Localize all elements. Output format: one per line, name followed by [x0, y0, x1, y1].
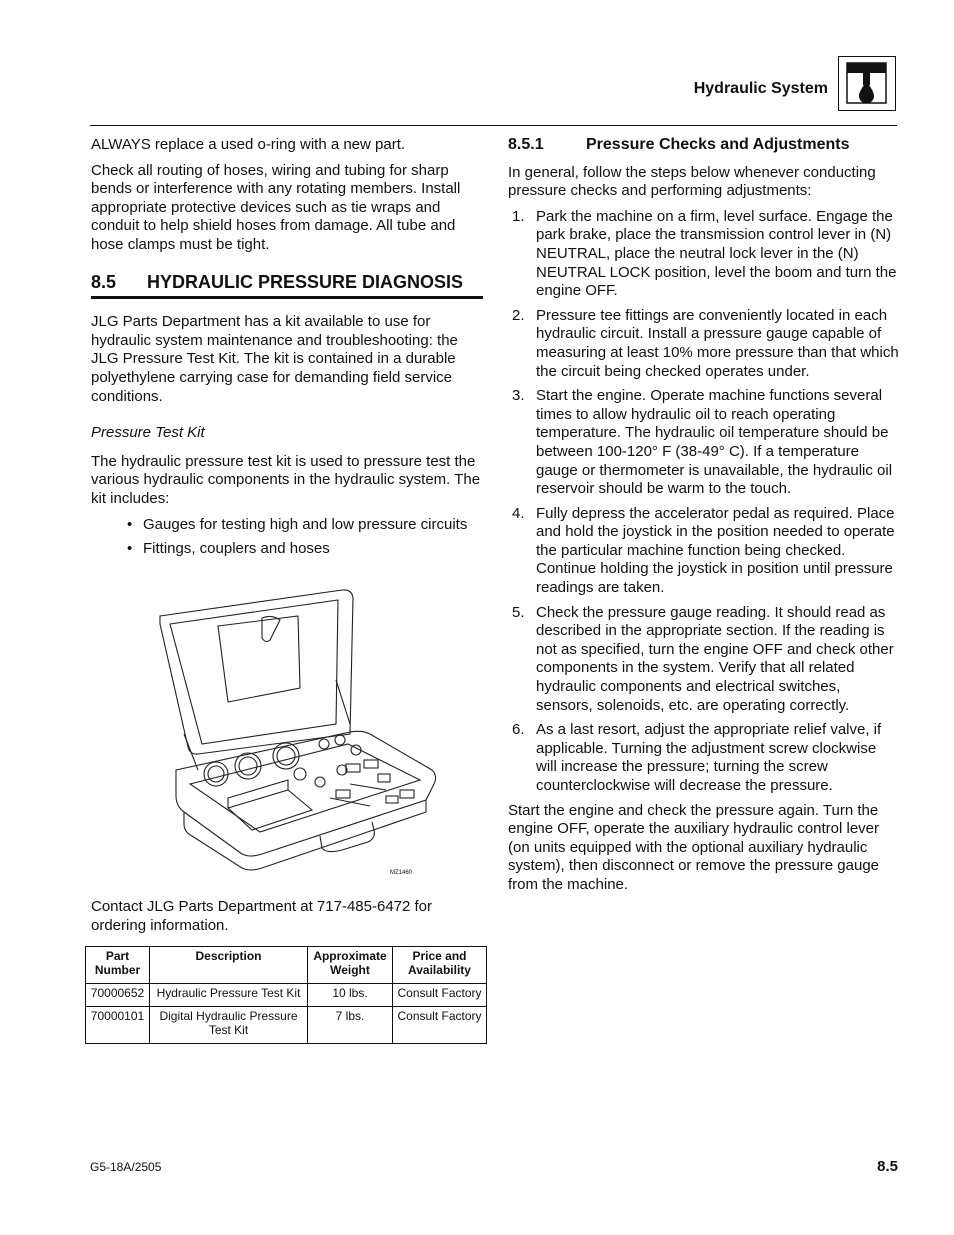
header-section-title: Hydraulic System — [693, 80, 828, 97]
cell-weight: 10 lbs. — [308, 984, 393, 1007]
subsection-number: 8.5.1 — [508, 136, 544, 153]
footer-page-number: 8.5 — [877, 1158, 898, 1175]
subsection-heading — [508, 136, 900, 155]
table-row — [86, 1007, 487, 1044]
figure-id: MZ1460 — [390, 870, 413, 876]
paragraph-closing: Start the engine and check the pressure again. Turn the engine OFF, operate the auxiliary hydraulic control lever (on units equipped with the optional auxiliary hydraulic system), then disconnect or remove the pressure gauge from the machine. — [508, 801, 880, 893]
list-item: 1. Park the machine on a firm, level surface. Engage the park brake, place the transmission control lever in (N) NEUTRAL, place the neutral lock lever in the (N) NEUTRAL LOCK position, level the boom and turn the engine OFF. — [512, 207, 897, 300]
cell-weight: 7 lbs. — [308, 1007, 393, 1044]
kit-heading: Pressure Test Kit — [91, 424, 205, 442]
list-item: 2. Pressure tee fittings are conveniently located in each hydraulic circuit. Install a pressure gauge capable of measuring at least 10% more pressure than that which the circuit being checked operates under. — [512, 306, 899, 380]
list-item: 4. Fully depress the accelerator pedal as required. Place and hold the joystick in the position needed to operate the particular machine function being checked. Continue holding the joystick in position until pressure readings are taken. — [512, 504, 895, 597]
kit-contents-list — [91, 516, 483, 559]
right-column — [508, 136, 900, 902]
section-title: HYDRAULIC PRESSURE DIAGNOSIS — [147, 271, 464, 292]
cell-description: Digital Hydraulic Pressure Test Kit — [150, 1007, 308, 1044]
procedure-steps — [508, 208, 900, 796]
section-number: 8.5 — [91, 271, 117, 292]
section-heading — [91, 273, 483, 300]
table-row — [86, 984, 487, 1007]
left-column — [91, 136, 483, 565]
paragraph-routing: Check all routing of hoses, wiring and tubing for sharp bends or interference with any rotating members. Install appropriate protective devices such as tie wraps and conduit to help shield hoses from damage. All tube and hose clamps must be tight. — [91, 161, 461, 253]
hydraulic-system-icon — [838, 56, 896, 111]
list-item: • Fittings, couplers and hoses — [127, 540, 330, 558]
paragraph-kit-description: The hydraulic pressure test kit is used to pressure test the various hydraulic components in the hydraulic system. The kit includes: — [91, 452, 481, 507]
paragraph-intro: In general, follow the steps below whenever conducting pressure checks and performing adjustments: — [508, 163, 876, 200]
cell-price: Consult Factory — [393, 1007, 487, 1044]
list-item: • Gauges for testing high and low pressure circuits — [127, 515, 468, 533]
list-item: 5. Check the pressure gauge reading. It should read as described in the appropriate section. If the reading is not as specified, turn the engine OFF and check other components in the system. Verify that all related hydraulic components and electrical switches, sensors, solenoids, etc. are operating correctly. — [512, 603, 894, 714]
subsection-title: Pressure Checks and Adjustments — [586, 136, 850, 153]
cell-description: Hydraulic Pressure Test Kit — [150, 984, 308, 1007]
header-description: Description — [150, 947, 308, 984]
paragraph-oring: ALWAYS replace a used o-ring with a new part. — [91, 136, 406, 153]
footer-doc-id: G5-18A/2505 — [90, 1160, 162, 1174]
cell-price: Consult Factory — [393, 984, 487, 1007]
contact-paragraph: Contact JLG Parts Department at 717-485-6472 for ordering information. — [91, 898, 433, 934]
paragraph-kit-intro: JLG Parts Department has a kit available to use for hydraulic system maintenance and troubleshooting: the JLG Pressure Test Kit. The kit is contained in a durable polyethylene carrying case for demanding field service conditions. — [91, 313, 458, 405]
header-price: Price and Availability — [393, 947, 487, 984]
pressure-test-kit-illustration — [150, 584, 440, 884]
cell-part-number: 70000101 — [86, 1007, 150, 1044]
cell-part-number: 70000652 — [86, 984, 150, 1007]
header-rule — [90, 125, 897, 126]
list-item: 6. As a last resort, adjust the appropriate relief valve, if applicable. Turning the adjustment screw clockwise will increase the pressure; turning the screw counterclockwise will decrease the pressure. — [512, 721, 882, 794]
list-item: 3. Start the engine. Operate machine functions several times to allow hydraulic oil to reach operating temperature. The hydraulic oil temperature should be between 100-120° F (38-49° C). If a temperature gauge or thermometer is unavailable, the hydraulic oil reservoir should be warm to the touch. — [512, 387, 893, 498]
header-part-number: Part Number — [86, 947, 150, 984]
table-header-row — [86, 947, 487, 984]
header-weight: Approximate Weight — [308, 947, 393, 984]
parts-table — [85, 946, 487, 1044]
